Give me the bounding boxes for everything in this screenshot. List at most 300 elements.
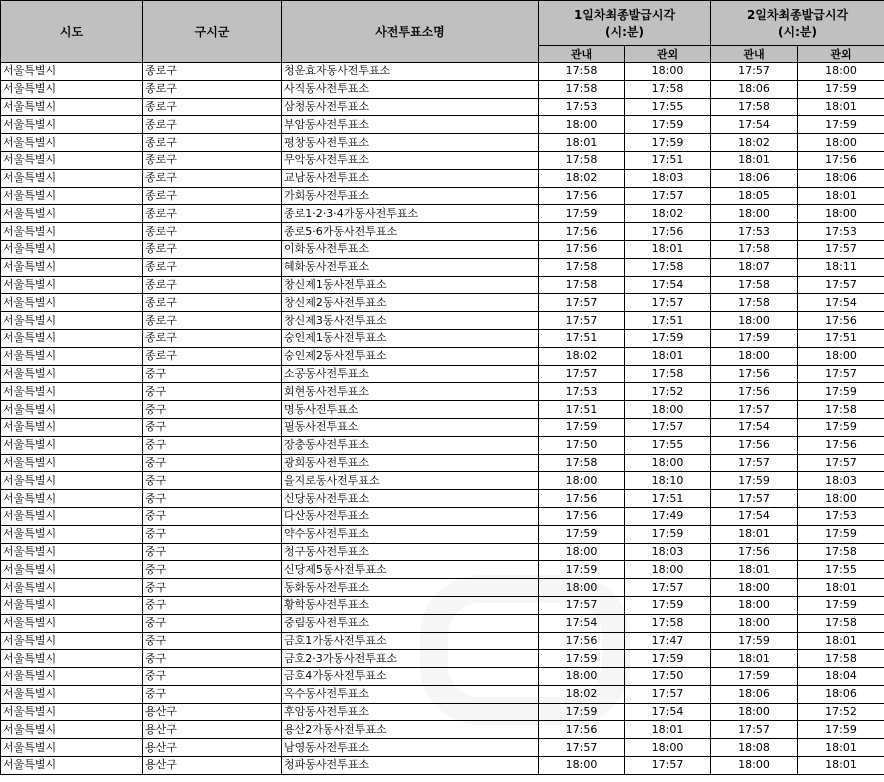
cell-day2-inside: 17:57 [711, 454, 798, 472]
cell-day2-inside: 17:58 [711, 276, 798, 294]
cell-day1-inside: 17:57 [539, 365, 625, 383]
cell-sigungu: 중구 [143, 525, 282, 543]
cell-day2-outside: 17:51 [798, 329, 884, 347]
cell-sigungu: 종로구 [143, 205, 282, 223]
table-row [1, 294, 884, 312]
table-row [1, 472, 884, 490]
cell-day1-inside: 17:57 [539, 312, 625, 330]
cell-place: 남영동사전투표소 [282, 739, 539, 757]
table-row [1, 134, 884, 152]
cell-day1-outside: 18:03 [625, 169, 711, 187]
cell-day2-outside: 18:01 [798, 98, 884, 116]
cell-day2-outside: 17:59 [798, 383, 884, 401]
cell-place: 숭인제2동사전투표소 [282, 347, 539, 365]
cell-day2-outside: 18:04 [798, 668, 884, 686]
cell-day2-inside: 18:00 [711, 205, 798, 223]
cell-sigungu: 종로구 [143, 294, 282, 312]
table-row [1, 614, 884, 632]
cell-day1-inside: 17:51 [539, 401, 625, 419]
cell-day1-outside: 17:59 [625, 329, 711, 347]
cell-day1-inside: 17:53 [539, 98, 625, 116]
cell-day1-outside: 17:56 [625, 223, 711, 241]
cell-day1-outside: 17:55 [625, 436, 711, 454]
cell-day1-outside: 17:54 [625, 703, 711, 721]
cell-day2-inside: 18:08 [711, 739, 798, 757]
cell-day2-outside: 17:58 [798, 614, 884, 632]
cell-day1-outside: 17:57 [625, 579, 711, 597]
cell-day1-inside: 18:00 [539, 472, 625, 490]
cell-day1-outside: 17:59 [625, 116, 711, 134]
cell-place: 부암동사전투표소 [282, 116, 539, 134]
table-row [1, 401, 884, 419]
table-row [1, 721, 884, 739]
header-day2: 2일차최종발급시각 (시:분) [711, 1, 884, 46]
cell-sido: 서울특별시 [1, 596, 143, 614]
cell-day2-outside: 18:03 [798, 472, 884, 490]
table-row [1, 98, 884, 116]
table-row [1, 240, 884, 258]
cell-sido: 서울특별시 [1, 454, 143, 472]
cell-place: 창신제1동사전투표소 [282, 276, 539, 294]
cell-sido: 서울특별시 [1, 472, 143, 490]
cell-place: 다산동사전투표소 [282, 507, 539, 525]
table-row [1, 739, 884, 757]
cell-day1-outside: 18:00 [625, 401, 711, 419]
cell-day2-outside: 18:01 [798, 579, 884, 597]
cell-day1-inside: 17:59 [539, 418, 625, 436]
cell-day2-outside: 17:58 [798, 650, 884, 668]
cell-day2-outside: 17:57 [798, 240, 884, 258]
cell-day2-inside: 17:54 [711, 507, 798, 525]
table-row [1, 757, 884, 775]
cell-sigungu: 종로구 [143, 116, 282, 134]
cell-day1-inside: 17:50 [539, 436, 625, 454]
cell-day1-outside: 17:57 [625, 685, 711, 703]
cell-day2-inside: 18:02 [711, 134, 798, 152]
cell-place: 금호2·3가동사전투표소 [282, 650, 539, 668]
cell-day2-outside: 17:57 [798, 454, 884, 472]
cell-sigungu: 종로구 [143, 312, 282, 330]
cell-day2-inside: 18:06 [711, 80, 798, 98]
cell-sigungu: 중구 [143, 685, 282, 703]
table-row [1, 312, 884, 330]
cell-day1-outside: 18:01 [625, 240, 711, 258]
cell-sido: 서울특별시 [1, 383, 143, 401]
cell-sigungu: 종로구 [143, 63, 282, 81]
cell-sido: 서울특별시 [1, 365, 143, 383]
cell-day1-inside: 17:57 [539, 294, 625, 312]
table-row [1, 347, 884, 365]
cell-sigungu: 중구 [143, 490, 282, 508]
table-row [1, 223, 884, 241]
cell-day2-outside: 17:58 [798, 401, 884, 419]
cell-day1-inside: 18:00 [539, 116, 625, 134]
table-row [1, 258, 884, 276]
cell-day2-inside: 18:05 [711, 187, 798, 205]
table-row [1, 187, 884, 205]
cell-day1-outside: 17:59 [625, 650, 711, 668]
cell-day1-inside: 17:59 [539, 703, 625, 721]
cell-sigungu: 종로구 [143, 223, 282, 241]
cell-day2-inside: 18:01 [711, 525, 798, 543]
cell-day2-inside: 17:57 [711, 490, 798, 508]
table-row [1, 543, 884, 561]
cell-day2-outside: 17:59 [798, 525, 884, 543]
cell-day2-inside: 17:59 [711, 329, 798, 347]
cell-sido: 서울특별시 [1, 561, 143, 579]
cell-day1-inside: 17:59 [539, 205, 625, 223]
cell-sido: 서울특별시 [1, 739, 143, 757]
table-row [1, 490, 884, 508]
cell-day2-outside: 18:00 [798, 347, 884, 365]
cell-day1-outside: 17:58 [625, 614, 711, 632]
cell-day1-outside: 18:02 [625, 205, 711, 223]
header-sido: 시도 [1, 1, 143, 63]
header-place: 사전투표소명 [282, 1, 539, 63]
cell-place: 혜화동사전투표소 [282, 258, 539, 276]
cell-sido: 서울특별시 [1, 632, 143, 650]
cell-place: 약수동사전투표소 [282, 525, 539, 543]
cell-day2-inside: 18:00 [711, 596, 798, 614]
cell-day2-inside: 18:00 [711, 614, 798, 632]
cell-day2-inside: 17:56 [711, 383, 798, 401]
cell-day2-outside: 17:59 [798, 80, 884, 98]
cell-place: 평창동사전투표소 [282, 134, 539, 152]
cell-day1-inside: 17:56 [539, 490, 625, 508]
cell-sigungu: 중구 [143, 365, 282, 383]
cell-day1-inside: 18:02 [539, 685, 625, 703]
cell-sigungu: 중구 [143, 650, 282, 668]
cell-day2-outside: 17:59 [798, 721, 884, 739]
cell-sigungu: 용산구 [143, 721, 282, 739]
cell-day1-inside: 18:02 [539, 347, 625, 365]
cell-day2-outside: 18:01 [798, 187, 884, 205]
table-row [1, 703, 884, 721]
cell-day2-inside: 18:00 [711, 703, 798, 721]
cell-sido: 서울특별시 [1, 240, 143, 258]
cell-day2-inside: 18:06 [711, 169, 798, 187]
cell-sido: 서울특별시 [1, 668, 143, 686]
cell-day1-outside: 18:00 [625, 454, 711, 472]
header-day1-inside: 관내 [539, 46, 625, 63]
cell-sido: 서울특별시 [1, 134, 143, 152]
cell-day1-inside: 17:56 [539, 721, 625, 739]
cell-place: 가회동사전투표소 [282, 187, 539, 205]
table-row [1, 525, 884, 543]
cell-day1-outside: 18:00 [625, 739, 711, 757]
cell-sigungu: 중구 [143, 454, 282, 472]
cell-place: 을지로동사전투표소 [282, 472, 539, 490]
cell-day1-inside: 18:00 [539, 757, 625, 775]
table-row [1, 685, 884, 703]
cell-day2-inside: 17:58 [711, 98, 798, 116]
cell-sigungu: 중구 [143, 507, 282, 525]
cell-day2-inside: 17:56 [711, 543, 798, 561]
cell-sido: 서울특별시 [1, 436, 143, 454]
cell-day1-inside: 18:00 [539, 543, 625, 561]
cell-sigungu: 종로구 [143, 329, 282, 347]
table-row [1, 365, 884, 383]
cell-place: 금호4가동사전투표소 [282, 668, 539, 686]
cell-place: 황학동사전투표소 [282, 596, 539, 614]
cell-day1-inside: 17:59 [539, 561, 625, 579]
cell-sido: 서울특별시 [1, 650, 143, 668]
table-row [1, 579, 884, 597]
cell-day1-outside: 17:51 [625, 151, 711, 169]
cell-sido: 서울특별시 [1, 703, 143, 721]
cell-place: 후암동사전투표소 [282, 703, 539, 721]
header-day1-outside: 관외 [625, 46, 711, 63]
table-body [1, 63, 884, 775]
cell-sigungu: 중구 [143, 579, 282, 597]
cell-day2-inside: 18:06 [711, 685, 798, 703]
cell-day1-inside: 17:57 [539, 596, 625, 614]
cell-place: 창신제2동사전투표소 [282, 294, 539, 312]
cell-sigungu: 중구 [143, 596, 282, 614]
cell-place: 광희동사전투표소 [282, 454, 539, 472]
cell-day2-inside: 17:53 [711, 223, 798, 241]
cell-place: 동화동사전투표소 [282, 579, 539, 597]
cell-day1-inside: 17:53 [539, 383, 625, 401]
cell-sido: 서울특별시 [1, 151, 143, 169]
cell-sigungu: 종로구 [143, 134, 282, 152]
cell-place: 회현동사전투표소 [282, 383, 539, 401]
cell-day1-outside: 17:49 [625, 507, 711, 525]
cell-sigungu: 중구 [143, 632, 282, 650]
cell-sido: 서울특별시 [1, 312, 143, 330]
cell-sido: 서울특별시 [1, 223, 143, 241]
header-day2-inside: 관내 [711, 46, 798, 63]
cell-day2-outside: 17:55 [798, 561, 884, 579]
cell-place: 무악동사전투표소 [282, 151, 539, 169]
cell-place: 종로5·6가동사전투표소 [282, 223, 539, 241]
cell-sigungu: 종로구 [143, 98, 282, 116]
table-row [1, 418, 884, 436]
cell-sido: 서울특별시 [1, 721, 143, 739]
cell-place: 필동사전투표소 [282, 418, 539, 436]
cell-day1-inside: 17:58 [539, 63, 625, 81]
cell-day2-outside: 18:00 [798, 63, 884, 81]
cell-day2-inside: 18:01 [711, 561, 798, 579]
cell-sigungu: 용산구 [143, 703, 282, 721]
cell-place: 장충동사전투표소 [282, 436, 539, 454]
cell-place: 소공동사전투표소 [282, 365, 539, 383]
cell-sigungu: 중구 [143, 472, 282, 490]
cell-day1-outside: 17:47 [625, 632, 711, 650]
header-day1: 1일차최종발급시각 (시:분) [539, 1, 711, 46]
cell-day2-inside: 17:59 [711, 472, 798, 490]
cell-day2-outside: 18:01 [798, 757, 884, 775]
table-row [1, 383, 884, 401]
cell-day2-outside: 17:59 [798, 418, 884, 436]
cell-sigungu: 중구 [143, 401, 282, 419]
cell-day1-inside: 17:51 [539, 329, 625, 347]
cell-day1-inside: 18:01 [539, 134, 625, 152]
cell-place: 숭인제1동사전투표소 [282, 329, 539, 347]
cell-day1-outside: 17:57 [625, 294, 711, 312]
table-row [1, 329, 884, 347]
cell-place: 중림동사전투표소 [282, 614, 539, 632]
cell-sigungu: 종로구 [143, 347, 282, 365]
cell-day1-outside: 17:59 [625, 525, 711, 543]
cell-day1-outside: 17:58 [625, 258, 711, 276]
cell-day2-outside: 17:57 [798, 365, 884, 383]
cell-sido: 서울특별시 [1, 401, 143, 419]
cell-day1-inside: 17:58 [539, 151, 625, 169]
cell-day2-inside: 17:58 [711, 294, 798, 312]
table-row [1, 668, 884, 686]
cell-day1-outside: 17:58 [625, 365, 711, 383]
cell-day1-outside: 18:00 [625, 561, 711, 579]
cell-sigungu: 종로구 [143, 258, 282, 276]
cell-place: 청구동사전투표소 [282, 543, 539, 561]
cell-day1-inside: 17:56 [539, 507, 625, 525]
cell-place: 옥수동사전투표소 [282, 685, 539, 703]
cell-day2-outside: 18:00 [798, 490, 884, 508]
cell-day2-outside: 17:52 [798, 703, 884, 721]
cell-sido: 서울특별시 [1, 543, 143, 561]
cell-place: 청운효자동사전투표소 [282, 63, 539, 81]
cell-day1-outside: 17:59 [625, 596, 711, 614]
cell-place: 신당동사전투표소 [282, 490, 539, 508]
cell-day1-inside: 17:54 [539, 614, 625, 632]
cell-day2-outside: 17:59 [798, 116, 884, 134]
cell-sigungu: 중구 [143, 614, 282, 632]
cell-day2-outside: 17:59 [798, 596, 884, 614]
cell-sido: 서울특별시 [1, 525, 143, 543]
cell-day1-outside: 17:54 [625, 276, 711, 294]
cell-day2-inside: 17:56 [711, 436, 798, 454]
cell-sigungu: 종로구 [143, 187, 282, 205]
cell-day2-outside: 18:00 [798, 134, 884, 152]
cell-day2-outside: 18:01 [798, 632, 884, 650]
cell-day2-inside: 17:58 [711, 240, 798, 258]
cell-day1-inside: 17:56 [539, 632, 625, 650]
cell-sigungu: 종로구 [143, 80, 282, 98]
cell-day2-inside: 18:00 [711, 579, 798, 597]
header-sigungu: 구시군 [143, 1, 282, 63]
cell-day2-outside: 18:01 [798, 739, 884, 757]
cell-place: 삼청동사전투표소 [282, 98, 539, 116]
table-row [1, 561, 884, 579]
cell-day2-inside: 17:57 [711, 63, 798, 81]
table-row [1, 205, 884, 223]
cell-day2-inside: 17:56 [711, 365, 798, 383]
cell-day1-inside: 17:59 [539, 650, 625, 668]
cell-day2-inside: 17:54 [711, 116, 798, 134]
cell-place: 종로1·2·3·4가동사전투표소 [282, 205, 539, 223]
cell-day2-inside: 18:00 [711, 312, 798, 330]
cell-day1-inside: 17:56 [539, 187, 625, 205]
table-row [1, 80, 884, 98]
cell-day1-outside: 17:59 [625, 134, 711, 152]
table-row [1, 632, 884, 650]
header-day2-outside: 관외 [798, 46, 884, 63]
cell-place: 교남동사전투표소 [282, 169, 539, 187]
cell-sido: 서울특별시 [1, 685, 143, 703]
cell-sido: 서울특별시 [1, 579, 143, 597]
cell-sigungu: 중구 [143, 561, 282, 579]
cell-day1-inside: 17:58 [539, 454, 625, 472]
cell-day1-outside: 17:57 [625, 418, 711, 436]
cell-sigungu: 중구 [143, 668, 282, 686]
cell-day1-outside: 17:57 [625, 187, 711, 205]
cell-day1-inside: 17:56 [539, 240, 625, 258]
cell-day2-inside: 17:54 [711, 418, 798, 436]
cell-day2-inside: 17:57 [711, 721, 798, 739]
cell-place: 창신제3동사전투표소 [282, 312, 539, 330]
cell-day1-outside: 17:50 [625, 668, 711, 686]
table-row [1, 151, 884, 169]
cell-day1-outside: 18:00 [625, 63, 711, 81]
cell-day2-inside: 18:01 [711, 151, 798, 169]
cell-sido: 서울특별시 [1, 294, 143, 312]
cell-day1-outside: 17:51 [625, 312, 711, 330]
cell-sigungu: 종로구 [143, 240, 282, 258]
table-row [1, 276, 884, 294]
cell-day1-outside: 17:52 [625, 383, 711, 401]
cell-day2-inside: 17:59 [711, 668, 798, 686]
cell-day2-outside: 18:00 [798, 205, 884, 223]
cell-day2-inside: 18:00 [711, 347, 798, 365]
cell-day2-outside: 18:06 [798, 169, 884, 187]
cell-sido: 서울특별시 [1, 276, 143, 294]
cell-day2-inside: 17:57 [711, 401, 798, 419]
cell-sigungu: 중구 [143, 436, 282, 454]
cell-day1-outside: 18:03 [625, 543, 711, 561]
cell-day2-inside: 17:59 [711, 632, 798, 650]
cell-sido: 서울특별시 [1, 116, 143, 134]
cell-place: 명동사전투표소 [282, 401, 539, 419]
cell-sido: 서울특별시 [1, 757, 143, 775]
cell-place: 사직동사전투표소 [282, 80, 539, 98]
cell-sigungu: 종로구 [143, 169, 282, 187]
cell-sido: 서울특별시 [1, 80, 143, 98]
cell-sido: 서울특별시 [1, 169, 143, 187]
table-row [1, 436, 884, 454]
cell-sido: 서울특별시 [1, 187, 143, 205]
cell-day1-inside: 17:59 [539, 525, 625, 543]
table-row [1, 116, 884, 134]
cell-day1-outside: 17:58 [625, 80, 711, 98]
cell-day2-outside: 17:56 [798, 312, 884, 330]
cell-place: 용산2가동사전투표소 [282, 721, 539, 739]
cell-sigungu: 중구 [143, 543, 282, 561]
cell-place: 청파동사전투표소 [282, 757, 539, 775]
cell-sigungu: 중구 [143, 418, 282, 436]
table-row [1, 507, 884, 525]
cell-day1-inside: 17:58 [539, 276, 625, 294]
cell-sido: 서울특별시 [1, 63, 143, 81]
cell-place: 이화동사전투표소 [282, 240, 539, 258]
cell-sido: 서울특별시 [1, 329, 143, 347]
cell-day2-inside: 18:01 [711, 650, 798, 668]
table-row [1, 596, 884, 614]
cell-day1-inside: 17:56 [539, 223, 625, 241]
cell-sigungu: 중구 [143, 383, 282, 401]
cell-day2-outside: 17:56 [798, 436, 884, 454]
cell-day1-outside: 17:55 [625, 98, 711, 116]
cell-sido: 서울특별시 [1, 205, 143, 223]
cell-day1-outside: 18:01 [625, 347, 711, 365]
cell-sido: 서울특별시 [1, 347, 143, 365]
cell-day2-outside: 17:58 [798, 543, 884, 561]
cell-day2-outside: 17:56 [798, 151, 884, 169]
cell-sido: 서울특별시 [1, 258, 143, 276]
cell-day1-outside: 17:51 [625, 490, 711, 508]
cell-day2-inside: 18:07 [711, 258, 798, 276]
cell-day2-outside: 18:11 [798, 258, 884, 276]
